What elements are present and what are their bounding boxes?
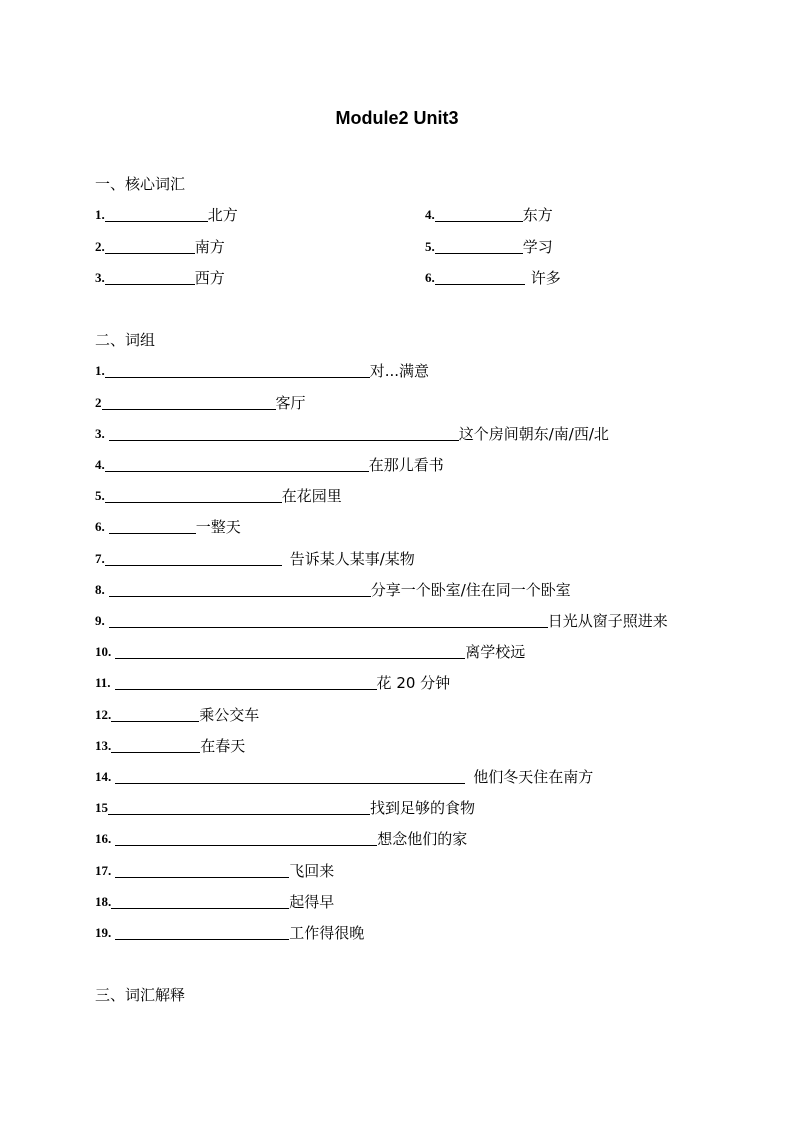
answer-blank[interactable] xyxy=(105,550,282,566)
item-number: 1. xyxy=(95,207,105,222)
item-text: 一整天 xyxy=(195,518,241,536)
vocab-item xyxy=(425,237,553,257)
phrase-item xyxy=(95,829,467,849)
item-number: 5. xyxy=(425,239,435,254)
phrase-item xyxy=(95,923,364,943)
item-number: 8. xyxy=(95,582,105,597)
item-text: 客厅 xyxy=(275,394,306,412)
vocab-item xyxy=(95,268,225,288)
item-number: 19. xyxy=(95,925,112,940)
phrase-item xyxy=(95,736,245,756)
item-number: 15 xyxy=(95,800,108,815)
page-title: Module2 Unit3 xyxy=(335,108,459,128)
item-number: 2. xyxy=(95,239,105,254)
item-number: 10. xyxy=(95,644,112,659)
answer-blank[interactable] xyxy=(115,674,377,690)
answer-blank[interactable] xyxy=(105,362,370,378)
item-number: 18. xyxy=(95,894,112,909)
item-text: 许多 xyxy=(530,269,561,287)
phrase-item xyxy=(95,486,342,506)
phrase-item xyxy=(95,705,259,725)
item-number: 13. xyxy=(95,738,112,753)
answer-blank[interactable] xyxy=(105,238,195,254)
item-number: 4. xyxy=(95,457,105,472)
item-text: 告诉某人某事/某物 xyxy=(289,550,415,568)
item-number: 16. xyxy=(95,831,112,846)
answer-blank[interactable] xyxy=(109,425,459,441)
vocab-item xyxy=(95,237,225,257)
item-number: 6. xyxy=(425,270,435,285)
item-number: 5. xyxy=(95,488,105,503)
item-number: 11. xyxy=(95,675,111,690)
item-number: 12. xyxy=(95,707,112,722)
answer-blank[interactable] xyxy=(115,862,289,878)
phrase-item xyxy=(95,393,306,413)
phrase-item xyxy=(95,673,450,693)
item-text: 学习 xyxy=(522,238,553,256)
item-text: 东方 xyxy=(522,206,553,224)
item-number: 14. xyxy=(95,769,112,784)
phrase-item xyxy=(95,361,429,381)
answer-blank[interactable] xyxy=(105,456,369,472)
answer-blank[interactable] xyxy=(435,269,525,285)
item-number: 4. xyxy=(425,207,435,222)
item-text: 在花园里 xyxy=(281,487,342,505)
section-heading-vocab-explanation: 三、词汇解释 xyxy=(95,986,186,1004)
answer-blank[interactable] xyxy=(435,206,523,222)
answer-blank[interactable] xyxy=(105,206,208,222)
item-text: 在那儿看书 xyxy=(368,456,444,474)
answer-blank[interactable] xyxy=(105,487,282,503)
item-number: 7. xyxy=(95,551,105,566)
item-text: 想念他们的家 xyxy=(377,830,468,848)
item-text: 飞回来 xyxy=(289,862,335,880)
answer-blank[interactable] xyxy=(102,394,276,410)
item-text: 工作得很晚 xyxy=(289,924,365,942)
phrase-item xyxy=(95,517,241,537)
answer-blank[interactable] xyxy=(111,706,199,722)
item-text: 他们冬天住在南方 xyxy=(473,768,594,786)
answer-blank[interactable] xyxy=(111,893,289,909)
item-text: 分享一个卧室/住在同一个卧室 xyxy=(370,581,571,599)
answer-blank[interactable] xyxy=(109,581,371,597)
phrase-item xyxy=(95,861,334,881)
phrase-item xyxy=(95,798,475,818)
item-text: 在春天 xyxy=(200,737,246,755)
answer-blank[interactable] xyxy=(115,924,289,940)
answer-blank[interactable] xyxy=(435,238,523,254)
phrase-item xyxy=(95,424,609,444)
vocab-item xyxy=(425,268,561,288)
phrase-item xyxy=(95,611,668,631)
item-text: 起得早 xyxy=(289,893,335,911)
section-heading-core-vocab: 一、核心词汇 xyxy=(95,175,186,193)
answer-blank[interactable] xyxy=(115,830,377,846)
item-text: 西方 xyxy=(194,269,225,287)
vocab-item xyxy=(95,205,238,225)
vocab-item xyxy=(425,205,553,225)
phrase-item xyxy=(95,580,571,600)
item-text: 对...满意 xyxy=(369,362,430,380)
answer-blank[interactable] xyxy=(111,737,200,753)
answer-blank[interactable] xyxy=(115,643,465,659)
phrase-item xyxy=(95,549,415,569)
answer-blank[interactable] xyxy=(109,612,548,628)
item-number: 6. xyxy=(95,519,105,534)
item-text: 乘公交车 xyxy=(199,706,260,724)
phrase-item xyxy=(95,642,525,662)
item-text: 南方 xyxy=(194,238,225,256)
item-number: 3. xyxy=(95,270,105,285)
answer-blank[interactable] xyxy=(105,269,195,285)
phrase-item xyxy=(95,767,593,787)
section-heading-phrases: 二、词组 xyxy=(95,331,156,349)
item-number: 9. xyxy=(95,613,105,628)
item-number: 17. xyxy=(95,863,112,878)
item-text: 日光从窗子照进来 xyxy=(547,612,668,630)
answer-blank[interactable] xyxy=(108,799,370,815)
item-text: 找到足够的食物 xyxy=(370,799,476,817)
item-number: 1. xyxy=(95,363,105,378)
phrase-item xyxy=(95,892,334,912)
item-number: 3. xyxy=(95,426,105,441)
item-text: 这个房间朝东/南/西/北 xyxy=(458,425,609,443)
item-text: 花 20 分钟 xyxy=(376,674,451,692)
item-text: 北方 xyxy=(207,206,238,224)
item-text: 离学校远 xyxy=(465,643,526,661)
phrase-item xyxy=(95,455,444,475)
item-number: 2 xyxy=(95,395,102,410)
answer-blank[interactable] xyxy=(115,768,465,784)
answer-blank[interactable] xyxy=(109,518,196,534)
